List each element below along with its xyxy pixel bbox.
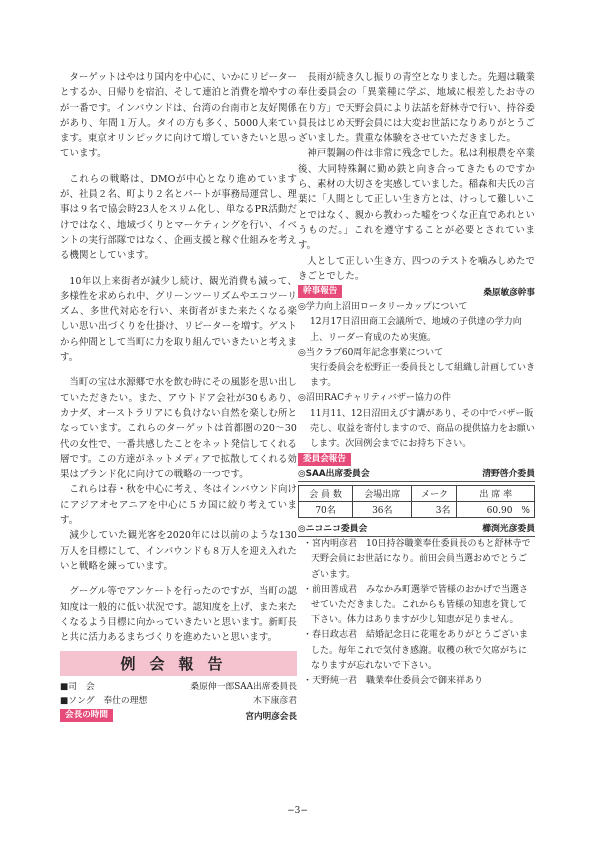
niko-comment: ・天野純一君 職業奉仕委員会で御来祥あり [303,676,484,687]
secretary-item-head: ◎当クラブ60周年記念事業について [298,347,444,358]
mc-label: ■司 会 [60,682,95,693]
attendance-value: 3名 [412,502,457,518]
niko-comment: ・前田善成君 みなかみ町選挙で皆様のおかげで当選させていただきました。これからも皆様の知恵を貸して下さい。体力はありますが少し知恵が足りません。 [303,584,529,626]
secretary-item [298,391,535,452]
left-paragraph: これらの戦略は、DMOが中心となり進めていますが、社員２名、町より２名とパートが事務局運営し、理事は９名で協会時23人をスリム化し、単なるPR活動だけではなく、地域づくりとマーケティングを行い、イベントの実行部隊ではなく、企画支援と稼ぐ仕組みを考える機関としています。 [60,173,297,262]
secretary-report-bar [298,285,535,298]
secretary-item-head: ◎学力向上沼田ロータリーカップについて [298,302,468,313]
committee-report-tag: 委員会報告 [298,453,351,466]
saa-committee-name: 清野啓介委員 [482,469,535,480]
right-paragraph: 人として正しい生き方、四つのテストを噛みしめたできごとでした。 [298,255,535,282]
niko-committee-title: ◎ニコニコ委員会 [298,524,368,535]
chair-time-tag: 会長の時間 [60,709,113,722]
song-row [60,694,297,708]
left-paragraph: 10年以上来街者が減少し続け、観光消費も減って、多様性を求められ中、グリーンツーリズムやエコツーリズム、多世代対応を行い、来街者がまた来たくなる楽しい思い出づくりを仕掛け、リピーターを増す。ゲストから仲間として当町に力を取り組んでいきたいと考えます。 [60,275,297,364]
saa-committee-title: ◎SAA出席委員会 [298,469,370,480]
song-label: ■ソング 奉仕の理想 [60,696,148,707]
attendance-value: 70名 [299,502,353,518]
attendance-value-row [299,502,535,518]
secretary-item-body: 12月17日沼田商工会議所で、地域の子供達の学力向上、リーダー育成のため実施。 [310,317,522,343]
attendance-value: 36名 [353,502,412,518]
secretary-name: 桑原敏彦幹事 [483,287,535,298]
left-paragraph: 当町の宝は水源郷で水を飲む時にその風影を思い出していただきたい。また、アウトドア会社が30もあり、カナダ、オーストラリアにも負けない自然を楽しむ所となっています。これらのターゲットは首都圏の20～30代の女性で、一番共感したことをネット発信してくれる層です。この方達がネットメディアで拡散してくれる効果はブランド化に向けての戦略の一つです。 [60,377,297,481]
attendance-header: 出 席 率 [457,486,535,502]
secretary-report-tag: 幹事報告 [298,285,342,298]
meeting-report-banner: 例会報告 [60,651,297,676]
right-paragraph: 神戸製鋼の件は非常に残念でした。私は利根農を卒業後、大同特殊鋼に勤め鉄と向き合ってきたものですから、素材の大切さを実感していました。稲森和夫氏の言葉に「人間として正しい生き方とは、けっして難しいことではなく、親から教わった嘘をつくな正直であれというものだ。」これを遵守することが必要とされています。 [298,148,535,252]
mc-value: 桑原伸一郎SAA出席委員長 [190,682,297,693]
secretary-item-head: ◎沼田RACチャリティバザー協力の件 [298,393,451,404]
attendance-table [298,485,535,518]
attendance-header: メーク [412,486,457,502]
committee-report-bar [298,453,535,466]
attendance-value: 60.90 % [457,502,535,518]
niko-committee-header [298,523,535,537]
attendance-header: 会 員 数 [299,486,353,502]
left-column [60,70,297,724]
left-paragraph: ターゲットはやはり国内を中心に、いかにリピーターとするか、日帰りを宿泊、そして連泊と消費を増やすのが一番です。インバウンドは、台湾の台南市と友好関係があり、年間１万人。タイの方も多く、5000人来ています。東京オリンピックに向けて増していきたいと思っています。 [60,72,297,160]
mc-row [60,680,297,694]
left-paragraph: これらは春・秋を中心に考え、冬はインバウンド向けにアジアオセアニアを中心に５カ国に絞り考えています。 [60,484,297,527]
left-paragraph: グーグル等でアンケートを行ったのですが、当町の認知度は一般的に低い状況です。認知度を上げ、また来たくなるよう目標に向かっていきたいと思います。新町長と共に活力あるまちづくりを進めたいと思います。 [60,586,297,644]
secretary-item [298,346,535,392]
chair-time-bar [60,709,297,722]
niko-comment: ・春日政志君 結婚記念日に花電をありがとうございました。毎年これで気付き感謝。収穫の秋で欠席がちになりますが忘れないで下さい。 [303,630,529,671]
saa-committee-header [298,468,535,482]
secretary-item [298,300,535,346]
secretary-item-body: 11月11、12日沼田えびす講があり、その中でバザー販売し、収益を寄付しますので、商品の提供協力をお願いします。次回例会までにお持ち下さい。 [310,408,535,449]
page-number: −3− [287,806,308,816]
attendance-header: 会場出席 [353,486,412,502]
secretary-item-body: 実行委員会を松野正一委員長として組織し計画していきます。 [310,362,536,389]
chair-name: 宮内明彦会長 [245,711,297,722]
song-value: 木下康彦君 [253,696,297,707]
left-paragraph: 減少していた観光客を2020年には以前のような130万人を目標にして、インバウンドも８万人を迎え入れたいと戦略を練っています。 [60,530,297,572]
right-paragraph: 長雨が続き久し振りの青空となりました。先週は職業奉仕委員会の「異業種に学ぶ、地域に根差したお寺の在り方」で天野会員により法話を舒林寺で行い、持谷委員長はじめ天野会員には大変お世話になりありがとうございました。貴重な体験をさせていただきました。 [298,72,535,145]
right-column [298,70,535,689]
niko-committee-name: 櫛渕光彦委員 [482,524,535,535]
attendance-header-row [299,486,535,502]
niko-comment: ・宮内明彦君 10日持谷職業奉仕委員長のもと舒林寺で天野会員にお世話になり。前田会員当選おめでとうございます。 [303,539,531,580]
